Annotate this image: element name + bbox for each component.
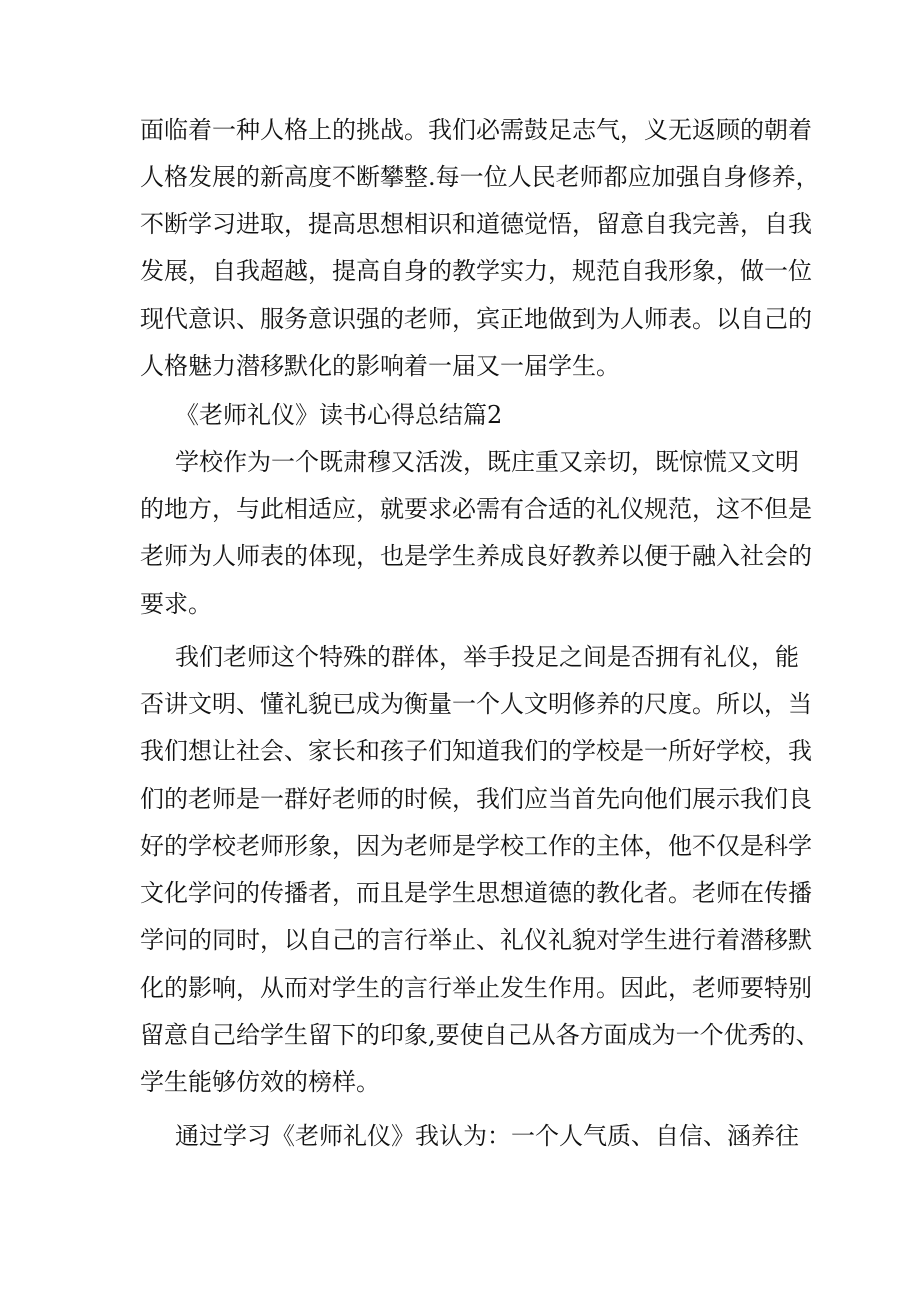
paragraph-3-line-4: 们的老师是一群好老师的时候，我们应当首先向他们展示我们良 xyxy=(140,785,812,813)
paragraph-2-line-3: 老师为人师表的体现，也是学生养成良好教养以便于融入社会的 xyxy=(140,542,812,570)
paragraph-1-line-3: 不断学习进取，提高思想相识和道德觉悟，留意自我完善，自我 xyxy=(140,210,812,238)
paragraph-3-line-5: 好的学校老师形象，因为老师是学校工作的主体，他不仅是科学 xyxy=(140,832,812,860)
paragraph-4-line-1: 通过学习《老师礼仪》我认为：一个人气质、自信、涵养往 xyxy=(175,1122,799,1150)
paragraph-1-line-2: 人格发展的新高度不断攀整.每一位人民老师都应加强自身修养， xyxy=(140,163,820,191)
paragraph-2-line-2: 的地方，与此相适应，就要求必需有合适的礼仪规范，这不但是 xyxy=(140,495,812,523)
paragraph-3-line-6: 文化学问的传播者，而且是学生思想道德的教化者。老师在传播 xyxy=(140,879,812,907)
paragraph-3-line-8: 化的影响，从而对学生的言行举止发生作用。因此，老师要特别 xyxy=(140,974,812,1002)
paragraph-3-line-3: 我们想让社会、家长和孩子们知道我们的学校是一所好学校，我 xyxy=(140,737,812,765)
paragraph-3-line-2: 否讲文明、懂礼貌已成为衡量一个人文明修养的尺度。所以，当 xyxy=(140,690,812,718)
paragraph-1-line-1: 面临着一种人格上的挑战。我们必需鼓足志气，义无返顾的朝着 xyxy=(140,116,812,144)
section-heading: 《老师礼仪》读书心得总结篇2 xyxy=(175,401,503,429)
paragraph-1-line-6: 人格魅力潜移默化的影响着一届又一届学生。 xyxy=(140,352,620,380)
paragraph-1-line-5: 现代意识、服务意识强的老师，宾正地做到为人师表。以自己的 xyxy=(140,305,812,333)
paragraph-3-line-7: 学问的同时，以自己的言行举止、礼仪礼貌对学生进行着潜移默 xyxy=(140,926,812,954)
paragraph-3-line-10: 学生能够仿效的榜样。 xyxy=(140,1068,380,1096)
paragraph-2-line-1: 学校作为一个既肃穆又活泼，既庄重又亲切，既惊慌又文明 xyxy=(175,448,799,476)
paragraph-3-line-9: 留意自己给学生留下的印象,要使自己从各方面成为一个优秀的、 xyxy=(140,1021,820,1049)
paragraph-2-line-4: 要求。 xyxy=(140,590,212,618)
paragraph-3-line-1: 我们老师这个特殊的群体，举手投足之间是否拥有礼仪，能 xyxy=(175,643,799,671)
paragraph-1-line-4: 发展，自我超越，提高自身的教学实力，规范自我形象，做一位 xyxy=(140,257,812,285)
